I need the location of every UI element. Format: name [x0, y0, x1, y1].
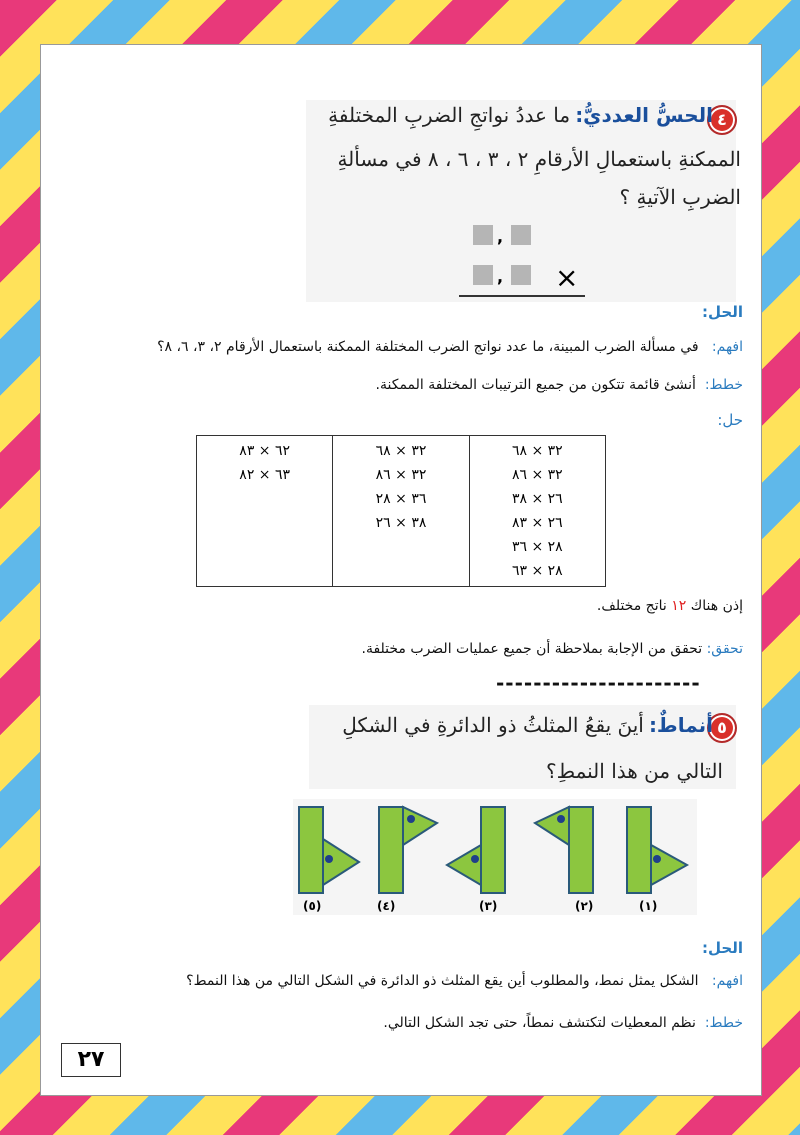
- question-4-text-3: الضربِ الآتيةِ ؟: [619, 185, 741, 209]
- question-5-line1: [293, 713, 713, 737]
- plan-label: خطط:: [704, 377, 743, 393]
- table-cell: ٢٦ × ٣٨: [511, 491, 563, 507]
- table-cell: ٣٢ × ٦٨: [511, 443, 563, 459]
- pattern-figure: [293, 799, 697, 915]
- digit-box: [511, 265, 531, 285]
- arrangements-table: [196, 435, 606, 587]
- solution-5-heading: الحل:: [702, 939, 743, 957]
- solve-label: حل:: [717, 411, 743, 429]
- figure-label-3: (٣): [479, 899, 498, 913]
- table-cell: ٣٢ × ٨٦: [375, 467, 427, 483]
- plan-line-4: [53, 377, 743, 393]
- understand-line-4: [53, 339, 743, 355]
- figure-label-1: (١): [639, 899, 658, 913]
- times-sign: ×: [555, 261, 579, 294]
- understand-text: في مسألة الضرب المبينة، ما عدد نواتج الضرب المختلفة الممكنة باستعمال الأرقام ٢، ٣، ٦، ٨؟: [157, 339, 699, 355]
- question-5-title: أنماطٌ:: [648, 713, 713, 737]
- page-number: ٢٧: [77, 1047, 105, 1072]
- question-4-text-2: الممكنةِ باستعمالِ الأرقامِ ٢ ، ٣ ، ٦ ، ٨ في مسألةِ: [337, 147, 741, 171]
- figure-label-2: (٢): [575, 899, 594, 913]
- table-column-3: [197, 436, 333, 587]
- digit-box: [511, 225, 531, 245]
- table-cell: ٦٢ × ٨٣: [239, 443, 291, 459]
- table-cell: ٢٦ × ٨٣: [511, 515, 563, 531]
- result-prefix: إذن هناك: [690, 598, 743, 614]
- result-line: [53, 598, 743, 614]
- table-cell: ٣٢ × ٨٦: [511, 467, 563, 483]
- table-cell: ٣٨ × ٢٦: [375, 515, 427, 531]
- table-cell: ٦٣ × ٨٢: [239, 467, 291, 483]
- question-5-badge: ٥: [707, 713, 737, 743]
- comma-mark: ,: [497, 227, 504, 246]
- check-line: [53, 641, 743, 657]
- question-4-text-1: ما عددُ نواتجِ الضربِ المختلفةِ: [328, 103, 571, 127]
- question-5-text-2: التالي من هذا النمطِ؟: [545, 759, 723, 783]
- understand-line-5: [53, 973, 743, 989]
- figure-label-4: (٤): [377, 899, 396, 913]
- solution-4-heading: الحل:: [702, 303, 743, 321]
- plan-line-5: [53, 1015, 743, 1031]
- digit-box: [473, 225, 493, 245]
- check-label: تحقق:: [706, 641, 743, 657]
- table-column-2: [333, 436, 469, 587]
- divider: ----------------------: [496, 671, 701, 695]
- result-suffix: ناتج مختلف.: [596, 598, 667, 614]
- result-number: ١٢: [671, 598, 687, 614]
- understand-text: الشكل يمثل نمط، والمطلوب أين يقع المثلث ذو الدائرة في الشكل التالي من هذا النمط؟: [186, 973, 699, 989]
- table-column-1: [469, 436, 605, 587]
- sum-line: [459, 295, 585, 297]
- page: [40, 44, 762, 1096]
- understand-label: افهم:: [711, 973, 743, 989]
- digit-box: [473, 265, 493, 285]
- table-cell: ٣٢ × ٦٨: [375, 443, 427, 459]
- question-4-badge: ٤: [707, 105, 737, 135]
- plan-text: نظم المعطيات لتكتشف نمطاً، حتى تجد الشكل التالي.: [383, 1015, 696, 1031]
- figure-label-5: (٥): [303, 899, 322, 913]
- page-number-box: [61, 1043, 121, 1077]
- question-4-line1: [293, 103, 713, 127]
- comma-mark: ,: [497, 267, 504, 286]
- plan-text: أنشئ قائمة تتكون من جميع الترتيبات المختلفة الممكنة.: [375, 377, 696, 393]
- question-4-title: الحسُّ العدديُّ:: [575, 103, 713, 127]
- check-text: تحقق من الإجابة بملاحظة أن جميع عمليات الضرب مختلفة.: [361, 641, 703, 657]
- table-cell: ٢٨ × ٣٦: [511, 539, 563, 555]
- understand-label: افهم:: [711, 339, 743, 355]
- table-cell: ٢٨ × ٦٣: [511, 563, 563, 579]
- question-5-text-1: أينَ يقعُ المثلثُ ذو الدائرةِ في الشكلِ: [342, 713, 644, 737]
- plan-label: خطط:: [704, 1015, 743, 1031]
- table-cell: ٣٦ × ٢٨: [375, 491, 427, 507]
